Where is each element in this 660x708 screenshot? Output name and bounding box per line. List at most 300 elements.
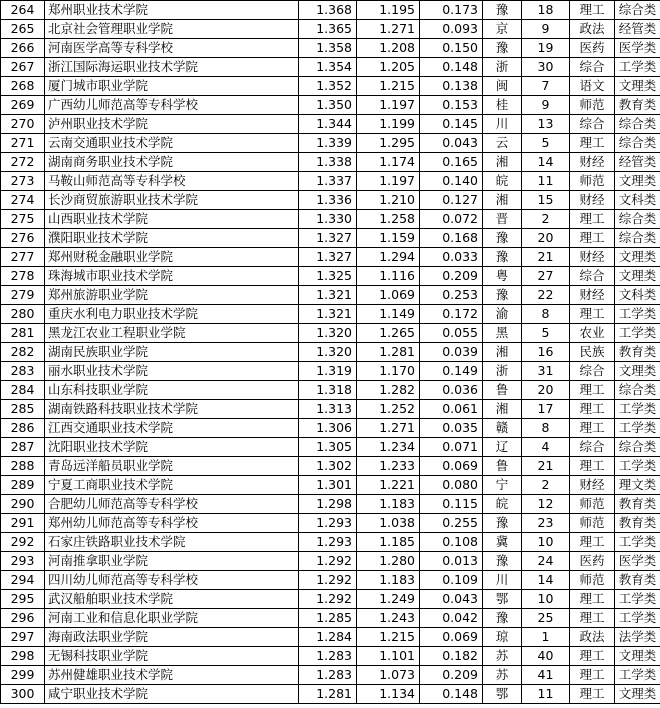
school-name-cell: 石家庄铁路职业技术学院 (45, 533, 299, 552)
school-type-cell: 政法 (570, 628, 615, 647)
school-type-cell: 综合 (570, 267, 615, 286)
table-row (1, 609, 660, 628)
category-cell: 工学类 (615, 457, 660, 476)
table-row (1, 267, 660, 286)
province-cell: 宁 (483, 476, 522, 495)
school-name-cell: 郑州旅游职业学院 (45, 286, 299, 305)
school-type-cell: 理工 (570, 533, 615, 552)
score-a-cell: 1.149 (357, 305, 420, 324)
school-name-cell: 郑州职业技术学院 (45, 1, 299, 20)
province-cell: 苏 (483, 666, 522, 685)
score-b-cell: 0.071 (420, 438, 483, 457)
total-score-cell: 1.337 (299, 172, 357, 191)
rank-cell: 287 (1, 438, 45, 457)
province-rank-cell: 15 (522, 191, 570, 210)
school-type-cell: 财经 (570, 153, 615, 172)
school-type-cell: 医药 (570, 552, 615, 571)
total-score-cell: 1.330 (299, 210, 357, 229)
province-cell: 豫 (483, 552, 522, 571)
total-score-cell: 1.293 (299, 514, 357, 533)
province-cell: 京 (483, 20, 522, 39)
province-cell: 鲁 (483, 381, 522, 400)
table-row (1, 324, 660, 343)
province-cell: 豫 (483, 39, 522, 58)
rank-cell: 284 (1, 381, 45, 400)
school-type-cell: 财经 (570, 248, 615, 267)
rank-cell: 265 (1, 20, 45, 39)
table-row (1, 457, 660, 476)
score-a-cell: 1.233 (357, 457, 420, 476)
province-rank-cell: 12 (522, 495, 570, 514)
category-cell: 综合类 (615, 381, 660, 400)
category-cell: 综合类 (615, 1, 660, 20)
school-type-cell: 语文 (570, 77, 615, 96)
province-rank-cell: 8 (522, 305, 570, 324)
table-row (1, 343, 660, 362)
province-cell: 豫 (483, 1, 522, 20)
province-rank-cell: 4 (522, 438, 570, 457)
table-row (1, 647, 660, 666)
category-cell: 文科类 (615, 286, 660, 305)
province-rank-cell: 5 (522, 134, 570, 153)
school-name-cell: 厦门城市职业学院 (45, 77, 299, 96)
table-row (1, 666, 660, 685)
category-cell: 文科类 (615, 191, 660, 210)
school-type-cell: 综合 (570, 362, 615, 381)
total-score-cell: 1.339 (299, 134, 357, 153)
province-rank-cell: 14 (522, 571, 570, 590)
total-score-cell: 1.302 (299, 457, 357, 476)
school-type-cell: 理工 (570, 381, 615, 400)
score-a-cell: 1.199 (357, 115, 420, 134)
score-b-cell: 0.165 (420, 153, 483, 172)
total-score-cell: 1.292 (299, 552, 357, 571)
category-cell: 教育类 (615, 571, 660, 590)
table-row (1, 362, 660, 381)
school-name-cell: 长沙商贸旅游职业技术学院 (45, 191, 299, 210)
category-cell: 工学类 (615, 58, 660, 77)
total-score-cell: 1.321 (299, 286, 357, 305)
rank-cell: 267 (1, 58, 45, 77)
province-rank-cell: 14 (522, 153, 570, 172)
score-a-cell: 1.116 (357, 267, 420, 286)
score-b-cell: 0.039 (420, 343, 483, 362)
rank-cell: 285 (1, 400, 45, 419)
province-cell: 鄂 (483, 590, 522, 609)
score-b-cell: 0.033 (420, 248, 483, 267)
school-type-cell: 理工 (570, 685, 615, 704)
score-b-cell: 0.209 (420, 666, 483, 685)
category-cell: 工学类 (615, 666, 660, 685)
total-score-cell: 1.327 (299, 229, 357, 248)
province-rank-cell: 8 (522, 419, 570, 438)
total-score-cell: 1.313 (299, 400, 357, 419)
score-a-cell: 1.234 (357, 438, 420, 457)
province-cell: 豫 (483, 609, 522, 628)
score-b-cell: 0.172 (420, 305, 483, 324)
score-b-cell: 0.093 (420, 20, 483, 39)
score-a-cell: 1.295 (357, 134, 420, 153)
province-cell: 苏 (483, 647, 522, 666)
school-name-cell: 青岛远洋船员职业学院 (45, 457, 299, 476)
rank-cell: 299 (1, 666, 45, 685)
score-a-cell: 1.069 (357, 286, 420, 305)
score-a-cell: 1.252 (357, 400, 420, 419)
category-cell: 文理类 (615, 647, 660, 666)
score-a-cell: 1.215 (357, 628, 420, 647)
category-cell: 经管类 (615, 153, 660, 172)
table-row (1, 286, 660, 305)
rank-cell: 288 (1, 457, 45, 476)
table-row (1, 533, 660, 552)
rank-cell: 275 (1, 210, 45, 229)
total-score-cell: 1.320 (299, 324, 357, 343)
school-name-cell: 湖南民族职业学院 (45, 343, 299, 362)
rank-cell: 294 (1, 571, 45, 590)
table-row (1, 191, 660, 210)
rank-cell: 269 (1, 96, 45, 115)
province-cell: 湘 (483, 343, 522, 362)
total-score-cell: 1.281 (299, 685, 357, 704)
province-cell: 豫 (483, 229, 522, 248)
school-name-cell: 山西职业技术学院 (45, 210, 299, 229)
school-name-cell: 湖南铁路科技职业技术学院 (45, 400, 299, 419)
total-score-cell: 1.321 (299, 305, 357, 324)
total-score-cell: 1.283 (299, 647, 357, 666)
rank-cell: 277 (1, 248, 45, 267)
school-name-cell: 海南政法职业学院 (45, 628, 299, 647)
province-rank-cell: 9 (522, 96, 570, 115)
score-a-cell: 1.134 (357, 685, 420, 704)
score-b-cell: 0.255 (420, 514, 483, 533)
school-name-cell: 丽水职业技术学院 (45, 362, 299, 381)
table-row (1, 1, 660, 20)
category-cell: 医学类 (615, 552, 660, 571)
score-a-cell: 1.281 (357, 343, 420, 362)
score-a-cell: 1.271 (357, 419, 420, 438)
total-score-cell: 1.298 (299, 495, 357, 514)
school-type-cell: 综合 (570, 115, 615, 134)
score-b-cell: 0.069 (420, 628, 483, 647)
rank-cell: 289 (1, 476, 45, 495)
table-row (1, 210, 660, 229)
province-rank-cell: 11 (522, 685, 570, 704)
province-cell: 皖 (483, 495, 522, 514)
rank-cell: 271 (1, 134, 45, 153)
score-b-cell: 0.145 (420, 115, 483, 134)
category-cell: 医学类 (615, 39, 660, 58)
table-row (1, 514, 660, 533)
ranking-table-body (1, 1, 660, 704)
school-name-cell: 北京社会管理职业学院 (45, 20, 299, 39)
category-cell: 文理类 (615, 77, 660, 96)
rank-cell: 296 (1, 609, 45, 628)
rank-cell: 297 (1, 628, 45, 647)
school-type-cell: 理工 (570, 666, 615, 685)
score-b-cell: 0.043 (420, 134, 483, 153)
category-cell: 教育类 (615, 514, 660, 533)
school-type-cell: 理工 (570, 590, 615, 609)
score-b-cell: 0.153 (420, 96, 483, 115)
school-type-cell: 理工 (570, 647, 615, 666)
school-type-cell: 医药 (570, 39, 615, 58)
score-a-cell: 1.221 (357, 476, 420, 495)
table-row (1, 96, 660, 115)
total-score-cell: 1.292 (299, 571, 357, 590)
province-rank-cell: 17 (522, 400, 570, 419)
school-name-cell: 湖南商务职业技术学院 (45, 153, 299, 172)
school-name-cell: 沈阳职业技术学院 (45, 438, 299, 457)
province-rank-cell: 13 (522, 115, 570, 134)
score-a-cell: 1.073 (357, 666, 420, 685)
total-score-cell: 1.365 (299, 20, 357, 39)
province-rank-cell: 9 (522, 20, 570, 39)
score-a-cell: 1.205 (357, 58, 420, 77)
category-cell: 文理类 (615, 362, 660, 381)
category-cell: 工学类 (615, 324, 660, 343)
score-b-cell: 0.080 (420, 476, 483, 495)
table-row (1, 305, 660, 324)
score-b-cell: 0.150 (420, 39, 483, 58)
total-score-cell: 1.306 (299, 419, 357, 438)
category-cell: 工学类 (615, 305, 660, 324)
province-rank-cell: 10 (522, 533, 570, 552)
school-name-cell: 河南推拿职业学院 (45, 552, 299, 571)
total-score-cell: 1.350 (299, 96, 357, 115)
score-b-cell: 0.115 (420, 495, 483, 514)
province-rank-cell: 20 (522, 229, 570, 248)
table-row (1, 476, 660, 495)
score-a-cell: 1.185 (357, 533, 420, 552)
rank-cell: 283 (1, 362, 45, 381)
category-cell: 工学类 (615, 400, 660, 419)
province-cell: 辽 (483, 438, 522, 457)
score-b-cell: 0.209 (420, 267, 483, 286)
score-a-cell: 1.197 (357, 96, 420, 115)
score-b-cell: 0.148 (420, 685, 483, 704)
province-cell: 桂 (483, 96, 522, 115)
score-a-cell: 1.174 (357, 153, 420, 172)
rank-cell: 273 (1, 172, 45, 191)
province-cell: 豫 (483, 248, 522, 267)
score-b-cell: 0.168 (420, 229, 483, 248)
category-cell: 经管类 (615, 20, 660, 39)
score-a-cell: 1.159 (357, 229, 420, 248)
table-row (1, 134, 660, 153)
score-a-cell: 1.265 (357, 324, 420, 343)
table-row (1, 628, 660, 647)
category-cell: 法学类 (615, 628, 660, 647)
category-cell: 工学类 (615, 590, 660, 609)
total-score-cell: 1.283 (299, 666, 357, 685)
total-score-cell: 1.358 (299, 39, 357, 58)
province-cell: 冀 (483, 533, 522, 552)
school-name-cell: 苏州健雄职业技术学院 (45, 666, 299, 685)
school-name-cell: 重庆水利电力职业技术学院 (45, 305, 299, 324)
category-cell: 文理类 (615, 267, 660, 286)
rank-cell: 295 (1, 590, 45, 609)
score-b-cell: 0.148 (420, 58, 483, 77)
score-b-cell: 0.043 (420, 590, 483, 609)
score-b-cell: 0.253 (420, 286, 483, 305)
school-type-cell: 理工 (570, 1, 615, 20)
category-cell: 综合类 (615, 210, 660, 229)
school-type-cell: 理工 (570, 609, 615, 628)
score-b-cell: 0.173 (420, 1, 483, 20)
total-score-cell: 1.325 (299, 267, 357, 286)
province-rank-cell: 24 (522, 552, 570, 571)
province-rank-cell: 40 (522, 647, 570, 666)
score-a-cell: 1.038 (357, 514, 420, 533)
score-b-cell: 0.035 (420, 419, 483, 438)
province-cell: 闽 (483, 77, 522, 96)
province-rank-cell: 2 (522, 210, 570, 229)
score-b-cell: 0.108 (420, 533, 483, 552)
table-row (1, 685, 660, 704)
total-score-cell: 1.292 (299, 590, 357, 609)
school-name-cell: 咸宁职业技术学院 (45, 685, 299, 704)
province-rank-cell: 41 (522, 666, 570, 685)
category-cell: 教育类 (615, 343, 660, 362)
total-score-cell: 1.344 (299, 115, 357, 134)
rank-cell: 280 (1, 305, 45, 324)
school-type-cell: 综合 (570, 58, 615, 77)
total-score-cell: 1.319 (299, 362, 357, 381)
category-cell: 教育类 (615, 96, 660, 115)
score-b-cell: 0.013 (420, 552, 483, 571)
rank-cell: 278 (1, 267, 45, 286)
school-name-cell: 珠海城市职业技术学院 (45, 267, 299, 286)
province-cell: 豫 (483, 514, 522, 533)
total-score-cell: 1.318 (299, 381, 357, 400)
table-row (1, 571, 660, 590)
score-b-cell: 0.072 (420, 210, 483, 229)
table-row (1, 172, 660, 191)
category-cell: 综合类 (615, 229, 660, 248)
school-type-cell: 农业 (570, 324, 615, 343)
rank-cell: 270 (1, 115, 45, 134)
score-a-cell: 1.210 (357, 191, 420, 210)
school-name-cell: 合肥幼儿师范高等专科学校 (45, 495, 299, 514)
total-score-cell: 1.285 (299, 609, 357, 628)
category-cell: 教育类 (615, 495, 660, 514)
province-rank-cell: 18 (522, 1, 570, 20)
score-b-cell: 0.036 (420, 381, 483, 400)
school-name-cell: 四川幼儿师范高等专科学校 (45, 571, 299, 590)
table-row (1, 39, 660, 58)
school-type-cell: 政法 (570, 20, 615, 39)
score-a-cell: 1.280 (357, 552, 420, 571)
rank-cell: 282 (1, 343, 45, 362)
school-name-cell: 广西幼儿师范高等专科学校 (45, 96, 299, 115)
score-b-cell: 0.127 (420, 191, 483, 210)
school-type-cell: 财经 (570, 476, 615, 495)
school-type-cell: 理工 (570, 419, 615, 438)
school-type-cell: 理工 (570, 229, 615, 248)
total-score-cell: 1.320 (299, 343, 357, 362)
score-a-cell: 1.208 (357, 39, 420, 58)
table-row (1, 77, 660, 96)
category-cell: 文理类 (615, 172, 660, 191)
province-cell: 浙 (483, 362, 522, 381)
school-name-cell: 无锡科技职业学院 (45, 647, 299, 666)
rank-cell: 286 (1, 419, 45, 438)
total-score-cell: 1.352 (299, 77, 357, 96)
table-row (1, 419, 660, 438)
table-row (1, 552, 660, 571)
score-a-cell: 1.271 (357, 20, 420, 39)
province-cell: 渝 (483, 305, 522, 324)
school-type-cell: 民族 (570, 343, 615, 362)
table-row (1, 153, 660, 172)
school-name-cell: 浙江国际海运职业技术学院 (45, 58, 299, 77)
school-type-cell: 师范 (570, 571, 615, 590)
score-a-cell: 1.282 (357, 381, 420, 400)
province-cell: 川 (483, 115, 522, 134)
school-type-cell: 财经 (570, 191, 615, 210)
category-cell: 工学类 (615, 419, 660, 438)
school-name-cell: 黑龙江农业工程职业学院 (45, 324, 299, 343)
school-type-cell: 理工 (570, 305, 615, 324)
school-name-cell: 河南医学高等专科学校 (45, 39, 299, 58)
score-a-cell: 1.101 (357, 647, 420, 666)
province-cell: 鄂 (483, 685, 522, 704)
score-a-cell: 1.170 (357, 362, 420, 381)
province-cell: 黑 (483, 324, 522, 343)
score-b-cell: 0.149 (420, 362, 483, 381)
rank-cell: 276 (1, 229, 45, 248)
school-type-cell: 师范 (570, 514, 615, 533)
province-rank-cell: 2 (522, 476, 570, 495)
table-row (1, 438, 660, 457)
total-score-cell: 1.368 (299, 1, 357, 20)
total-score-cell: 1.284 (299, 628, 357, 647)
province-cell: 湘 (483, 153, 522, 172)
province-cell: 皖 (483, 172, 522, 191)
score-b-cell: 0.055 (420, 324, 483, 343)
school-name-cell: 泸州职业技术学院 (45, 115, 299, 134)
rank-cell: 272 (1, 153, 45, 172)
school-type-cell: 财经 (570, 286, 615, 305)
score-b-cell: 0.069 (420, 457, 483, 476)
score-a-cell: 1.195 (357, 1, 420, 20)
province-rank-cell: 30 (522, 58, 570, 77)
rank-cell: 266 (1, 39, 45, 58)
table-row (1, 381, 660, 400)
table-row (1, 20, 660, 39)
province-rank-cell: 25 (522, 609, 570, 628)
table-row (1, 115, 660, 134)
school-name-cell: 马鞍山师范高等专科学校 (45, 172, 299, 191)
total-score-cell: 1.338 (299, 153, 357, 172)
score-b-cell: 0.140 (420, 172, 483, 191)
province-rank-cell: 10 (522, 590, 570, 609)
total-score-cell: 1.327 (299, 248, 357, 267)
total-score-cell: 1.305 (299, 438, 357, 457)
category-cell: 文理类 (615, 248, 660, 267)
province-cell: 琼 (483, 628, 522, 647)
province-rank-cell: 31 (522, 362, 570, 381)
school-type-cell: 理工 (570, 134, 615, 153)
score-b-cell: 0.042 (420, 609, 483, 628)
province-rank-cell: 22 (522, 286, 570, 305)
school-name-cell: 山东科技职业学院 (45, 381, 299, 400)
province-rank-cell: 23 (522, 514, 570, 533)
category-cell: 综合类 (615, 438, 660, 457)
province-cell: 川 (483, 571, 522, 590)
school-type-cell: 综合 (570, 438, 615, 457)
province-rank-cell: 21 (522, 248, 570, 267)
